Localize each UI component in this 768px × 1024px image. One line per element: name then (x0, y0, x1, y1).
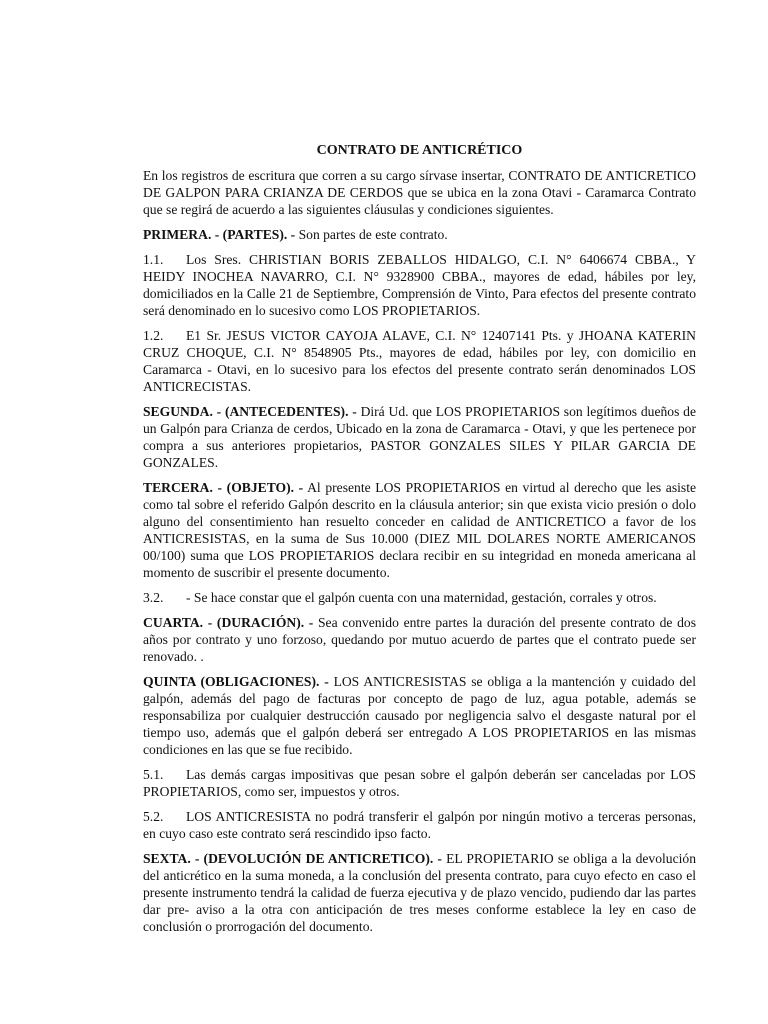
clause-text: EL PROPIETARIO se obliga a la devolución del anticrético en la suma moneda, a la conclusión del presenta contrato, para cuyo efecto en caso el presente instrumento tendrá la calidad de fuerza ejecutiva y de plazo vencido, pudiendo dar las partes dar pre- aviso a la otra con anticipación de tres meses conforme establece la ley en caso de conclusión o prorrogación del documento. (143, 851, 696, 934)
clause-segunda (143, 403, 696, 471)
clause-tercera (143, 479, 696, 581)
clause-text: Al presente LOS PROPIETARIOS en virtud al derecho que les asiste como tal sobre el referido Galpón descrito en la cláusula anterior; sin que exista vicio presión o dolo alguno del consentimiento han resuelto conceder en calidad de ANTICRETICO a favor de los ANTICRESISTAS, en la suma de Sus 10.000 (DIEZ MIL DOLARES NORTE AMERICANOS 00/100) suma que LOS PROPIETARIOS declara recibir en su integridad en moneda americana al momento de suscribir el presente documento. (143, 480, 697, 580)
subclause-number: 3.2. (143, 590, 164, 605)
subclause-1-2 (143, 327, 696, 395)
clause-quinta (143, 673, 696, 758)
subclause-number: 5.1. (143, 767, 164, 782)
document-title: CONTRATO DE ANTICRÉTICO (316, 143, 523, 158)
clause-heading: TERCERA. - (OBJETO). - (143, 480, 304, 495)
clause-heading: QUINTA (OBLIGACIONES). - (143, 674, 329, 689)
subclause-number: 1.1. (143, 252, 164, 267)
clause-cuarta (143, 614, 696, 665)
subclause-text: E1 Sr. JESUS VICTOR CAYOJA ALAVE, C.I. N° 12407141 Pts. y JHOANA KATERIN CRUZ CHOQUE, C.I. N° 8548905 Pts., mayores de edad, hábiles por ley, con domicilio en Caramarca - Otavi, en lo sucesivo para los efectos del presente contrato serán denominados LOS ANTICRECISTAS. (143, 328, 696, 394)
clause-heading: PRIMERA. - (PARTES). - (143, 227, 296, 242)
intro-paragraph: En los registros de escritura que corren a su cargo sírvase insertar, CONTRATO DE ANTICRETICO DE GALPON PARA CRIANZA DE CERDOS que se ubica en la zona Otavi - Caramarca Contrato que se regirá de acuerdo a las siguientes cláusulas y condiciones siguientes. (143, 168, 696, 217)
subclause-5-1 (143, 766, 696, 800)
subclause-text: Los Sres. CHRISTIAN BORIS ZEBALLOS HIDALGO, C.I. N° 6406674 CBBA., Y HEIDY INOCHEA NAVARRO, C.I. N° 9328900 CBBA., mayores de edad, hábiles por ley, domiciliados en la Calle 21 de Septiembre, Comprensión de Vinto, Para efectos del presente contrato será denominado en lo sucesivo como LOS PROPIETARIOS. (143, 252, 696, 318)
clause-text: Sea convenido entre partes la duración del presente contrato de dos años por contrato y uno forzoso, quedando por mutuo acuerdo de partes que el contrato puede ser renovado. . (143, 615, 697, 664)
clause-sexta (143, 850, 696, 935)
clause-text: Son partes de este contrato. (295, 227, 448, 242)
subclause-3-2 (143, 589, 696, 606)
subclause-1-1 (143, 251, 696, 319)
subclause-number: 5.2. (143, 809, 164, 824)
clause-heading: SEXTA. - (DEVOLUCIÓN DE ANTICRETICO). - (143, 851, 442, 866)
clause-primera (143, 226, 696, 243)
subclause-5-2 (143, 808, 696, 842)
clause-text: LOS ANTICRESISTAS se obliga a la mantención y cuidado del galpón, además del pago de facturas por concepto de pago de luz, agua potable, además se responsabiliza por cualquier destrucción causado por negligencia salvo el desgaste natural por el tiempo uso, además que el galpón deberá ser entregado A LOS PROPIETARIOS en las mismas condiciones en las que se fue recibido. (143, 674, 696, 757)
subclause-number: 1.2. (143, 328, 164, 343)
subclause-text: Las demás cargas impositivas que pesan sobre el galpón deberán ser canceladas por LOS PROPIETARIOS, como ser, impuestos y otros. (143, 767, 696, 799)
clause-heading: CUARTA. - (DURACIÓN). - (143, 615, 314, 630)
clause-text: Dirá Ud. que LOS PROPIETARIOS son legítimos dueños de un Galpón para Crianza de cerdos, Ubicado en la zona de Caramarca - Otavi, y que les pertenece por compra a sus anteriores propietarios, PASTOR GONZALES SILES Y PILAR GARCIA DE GONZALES. (143, 404, 696, 470)
clause-heading: SEGUNDA. - (ANTECEDENTES). - (143, 404, 357, 419)
subclause-text: - Se hace constar que el galpón cuenta con una maternidad, gestación, corrales y otros. (186, 590, 657, 605)
subclause-text: LOS ANTICRESISTA no podrá transferir el galpón por ningún motivo a terceras personas, en cuyo caso este contrato será rescindido ipso facto. (143, 809, 696, 841)
